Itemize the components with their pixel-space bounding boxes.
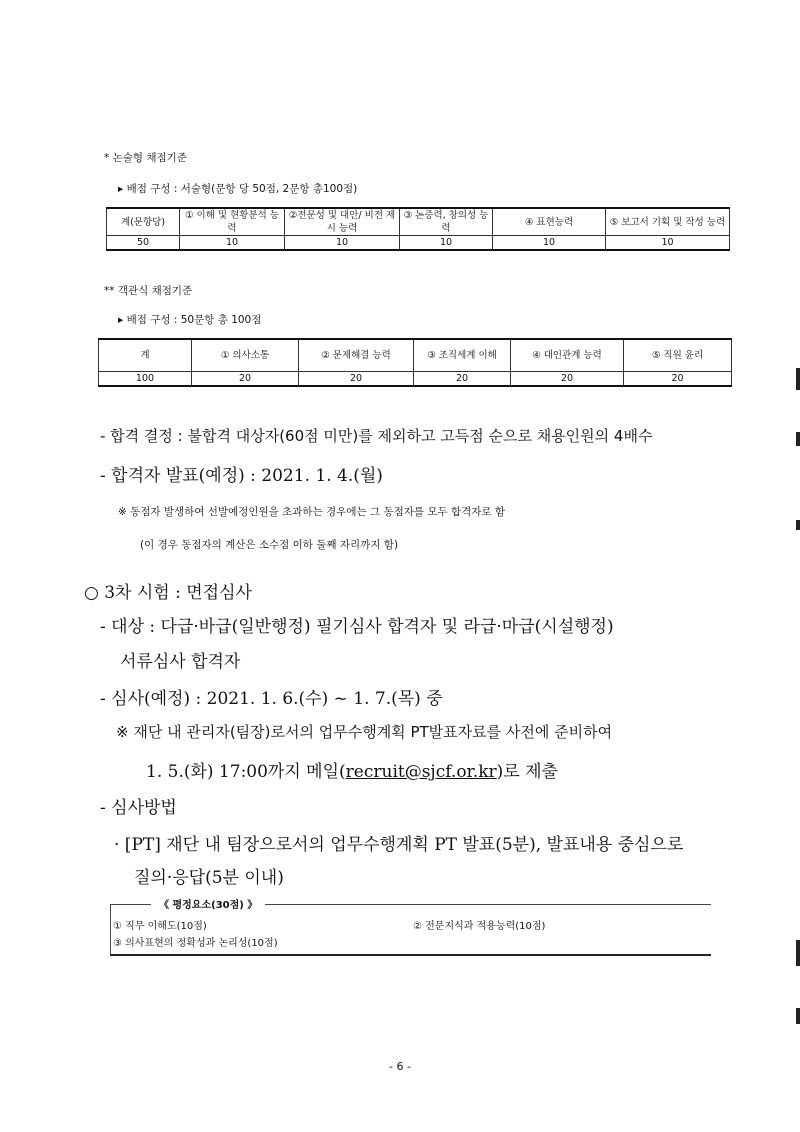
pt-description-continued: 질의·응답(5분 이내) — [134, 868, 284, 888]
table-header-cell: ③ 논증력, 창의성 능력 — [400, 208, 493, 236]
table-row — [99, 371, 732, 386]
table-header-row — [99, 339, 732, 371]
third-exam-heading: ○ 3차 시험 : 면접심사 — [84, 583, 252, 603]
table-header-cell: ④ 대인관계 능력 — [511, 339, 624, 371]
table-cell: 20 — [511, 371, 624, 386]
table-cell: 50 — [107, 236, 180, 251]
pass-announcement: - 합격자 발표(예정) : 2021. 1. 4.(월) — [100, 466, 383, 486]
table-header-cell: ②전문성 및 대안/ 비전 제시 능력 — [285, 208, 400, 236]
exam-target: - 대상 : 다급·바급(일반행정) 필기심사 합격자 및 라급·마급(시설행정) — [100, 617, 614, 637]
evaluation-item-2: ② 전문지식과 적용능력(10점) — [413, 921, 546, 932]
table-header-cell: ④ 표현능력 — [493, 208, 606, 236]
deadline-suffix: )로 제출 — [496, 762, 558, 782]
scan-edge-mark — [796, 520, 800, 530]
scan-edge-mark — [796, 368, 800, 390]
recruit-email-link[interactable]: recruit@sjcf.or.kr — [345, 762, 497, 782]
objective-criteria-heading: ** 객관식 채점기준 — [104, 285, 193, 297]
table-header-cell: 계 — [99, 339, 192, 371]
table-cell: 10 — [180, 236, 285, 251]
tie-note-detail: (이 경우 동점자의 계산은 소수점 이하 둘째 자리까지 함) — [140, 539, 399, 551]
exam-schedule: - 심사(예정) : 2021. 1. 6.(수) ~ 1. 7.(목) 중 — [100, 689, 443, 709]
table-cell: 10 — [606, 236, 730, 251]
essay-criteria-heading: * 논술형 채점기준 — [104, 152, 187, 164]
scan-edge-mark — [796, 940, 800, 966]
scan-edge-mark — [796, 432, 800, 446]
scan-edge-mark — [796, 1008, 800, 1024]
evaluation-factors-title: 《 평정요소(30점) 》 — [151, 896, 265, 911]
evaluation-factors-box — [110, 900, 711, 956]
objective-score-config: ▸ 배점 구성 : 50문항 총 100점 — [118, 314, 262, 326]
table-header-cell: ⑤ 보고서 기획 및 작성 능력 — [606, 208, 730, 236]
table-header-cell: ⑤ 직원 윤리 — [624, 339, 732, 371]
table-cell: 100 — [99, 371, 192, 386]
table-cell: 20 — [414, 371, 511, 386]
table-header-cell: ② 문제해결 능력 — [299, 339, 414, 371]
deadline-text: 1. 5.(화) 17:00까지 메일( — [146, 762, 346, 782]
page-number: - 6 - — [389, 1060, 411, 1073]
table-row — [107, 236, 730, 251]
table-header-row — [107, 208, 730, 236]
table-cell: 10 — [493, 236, 606, 251]
objective-score-table — [98, 338, 732, 387]
table-cell: 20 — [624, 371, 732, 386]
table-header-cell: ③ 조직세계 이해 — [414, 339, 511, 371]
table-cell: 10 — [400, 236, 493, 251]
table-header-cell: ① 이해 및 현황분석 능력 — [180, 208, 285, 236]
table-cell: 10 — [285, 236, 400, 251]
table-cell: 20 — [192, 371, 299, 386]
evaluation-item-3: ③ 의사표현의 정확성과 논리성(10점) — [113, 938, 278, 949]
pt-description: · [PT] 재단 내 팀장으로서의 업무수행계획 PT 발표(5분), 발표내용 중심으로 — [114, 835, 684, 855]
pt-submission-note: ※ 재단 내 관리자(팀장)로서의 업무수행계획 PT발표자료를 사전에 준비하여 — [116, 723, 613, 741]
evaluation-item-1: ① 직무 이해도(10점) — [113, 921, 207, 932]
pass-decision: - 합격 결정 : 불합격 대상자(60점 미만)를 제외하고 고득점 순으로 채용인원의 4배수 — [100, 427, 653, 445]
table-header-cell: 계(문항당) — [107, 208, 180, 236]
essay-score-config: ▸ 배점 구성 : 서술형(문항 당 50점, 2문항 총100점) — [118, 183, 358, 195]
review-method-heading: - 심사방법 — [100, 798, 177, 818]
table-cell: 20 — [299, 371, 414, 386]
exam-target-continued: 서류심사 합격자 — [120, 652, 241, 672]
essay-score-table — [106, 207, 730, 251]
tie-note: ※ 동점자 발생하여 선발예정인원을 초과하는 경우에는 그 동점자를 모두 합격자로 함 — [118, 506, 506, 518]
table-header-cell: ① 의사소통 — [192, 339, 299, 371]
pt-submission-deadline — [146, 757, 558, 782]
